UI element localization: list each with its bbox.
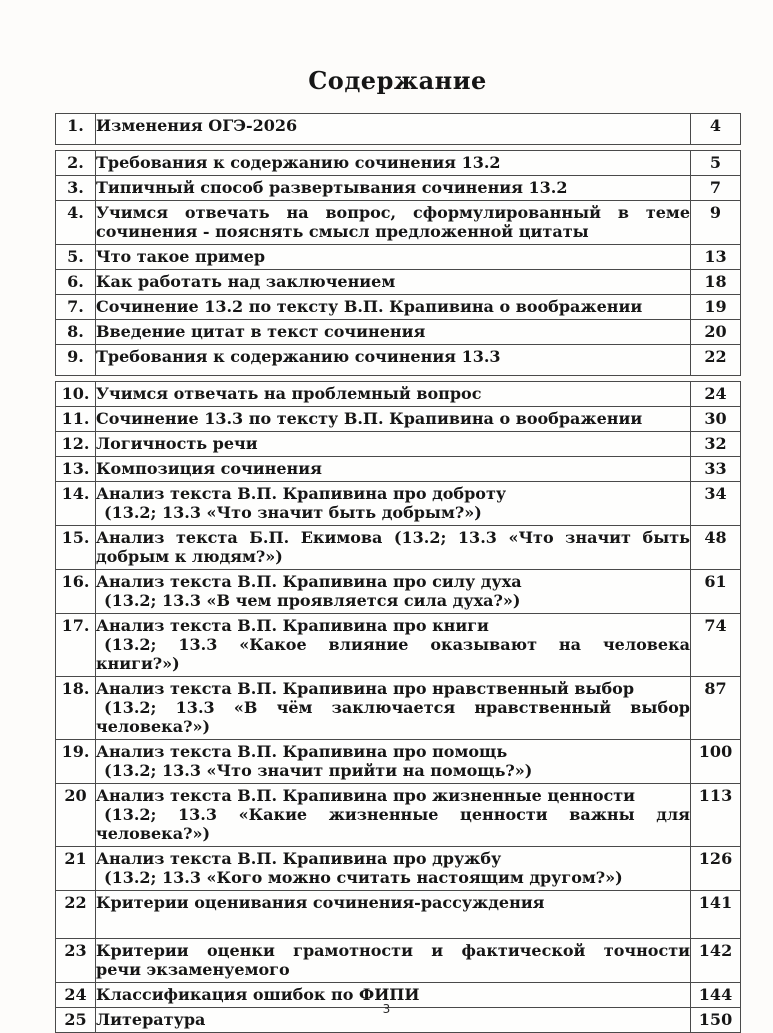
toc-row-page: 30 — [691, 407, 741, 432]
toc-row-page: 113 — [691, 784, 741, 847]
toc-title-line: Классификация ошибок по ФИПИ — [96, 985, 420, 1004]
toc-row-page: 22 — [691, 345, 741, 376]
toc-title-line: Требования к содержанию сочинения 13.2 — [96, 153, 501, 172]
toc-title-line: сочинения - пояснять смысл предложенной цитаты — [96, 222, 589, 241]
toc-title-line: (13.2; 13.3 «Кого можно считать настоящим другом?») — [104, 868, 623, 887]
toc-row-page: 141 — [691, 891, 741, 939]
toc-row-number: 2. — [56, 151, 96, 176]
toc-row — [56, 176, 741, 201]
toc-row-title — [96, 891, 691, 939]
toc-row-number: 8. — [56, 320, 96, 345]
toc-row-number: 12. — [56, 432, 96, 457]
toc-title-line: (13.2; 13.3 «Что значит быть добрым?») — [104, 503, 482, 522]
toc-row-title — [96, 847, 691, 891]
toc-title-line: Анализ текста В.П. Крапивина про нравственный выбор — [96, 679, 635, 698]
toc-row-title — [96, 432, 691, 457]
toc-row-page: 74 — [691, 614, 741, 677]
toc-row-page: 9 — [691, 201, 741, 245]
toc-row-page: 87 — [691, 677, 741, 740]
toc-row-number: 25 — [56, 1008, 96, 1033]
toc-title-line: Учимся отвечать на проблемный вопрос — [96, 384, 482, 403]
toc-title-line: Анализ текста В.П. Крапивина про помощь — [96, 742, 508, 761]
toc-title-line: Сочинение 13.2 по тексту В.П. Крапивина о воображении — [96, 297, 643, 316]
toc-title-line: Композиция сочинения — [96, 459, 322, 478]
toc-row-title — [96, 151, 691, 176]
toc-title-line: Анализ текста В.П. Крапивина про жизненные ценности — [96, 786, 636, 805]
toc-row-page: 20 — [691, 320, 741, 345]
toc-title-line: Сочинение 13.3 по тексту В.П. Крапивина о воображении — [96, 409, 643, 428]
toc-title-line: Типичный способ развертывания сочинения 13.2 — [96, 178, 568, 197]
toc-row — [56, 526, 741, 570]
toc-row-page: 33 — [691, 457, 741, 482]
toc-row — [56, 847, 741, 891]
toc-table — [55, 113, 741, 1033]
toc-row-number: 3. — [56, 176, 96, 201]
toc-row-page: 32 — [691, 432, 741, 457]
toc-row-title — [96, 784, 691, 847]
toc-row — [56, 201, 741, 245]
toc-row-number: 19. — [56, 740, 96, 784]
toc-row-title — [96, 740, 691, 784]
toc-row-number: 11. — [56, 407, 96, 432]
toc-row-number: 16. — [56, 570, 96, 614]
toc-row — [56, 570, 741, 614]
toc-row — [56, 482, 741, 526]
toc-row-title — [96, 245, 691, 270]
toc-title-line: Как работать над заключением — [96, 272, 396, 291]
toc-row — [56, 614, 741, 677]
toc-row — [56, 939, 741, 983]
toc-row — [56, 432, 741, 457]
toc-row-number: 14. — [56, 482, 96, 526]
toc-row-page: 48 — [691, 526, 741, 570]
toc-row-page: 13 — [691, 245, 741, 270]
toc-row-title — [96, 382, 691, 407]
toc-row-title — [96, 939, 691, 983]
toc-title-line: (13.2; 13.3 «Какие жизненные ценности важны для — [104, 805, 690, 824]
toc-row-title — [96, 482, 691, 526]
toc-row-page: 18 — [691, 270, 741, 295]
toc-row-title — [96, 570, 691, 614]
toc-row-title — [96, 526, 691, 570]
toc-row-page: 126 — [691, 847, 741, 891]
toc-row-number: 10. — [56, 382, 96, 407]
page-title: Содержание — [308, 66, 487, 95]
toc-row — [56, 457, 741, 482]
toc-row-page: 61 — [691, 570, 741, 614]
toc-title-line: книги?») — [96, 654, 180, 673]
toc-row-title — [96, 407, 691, 432]
toc-title-line: Анализ текста В.П. Крапивина про дружбу — [96, 849, 502, 868]
toc-row-page: 100 — [691, 740, 741, 784]
toc-row-page: 5 — [691, 151, 741, 176]
toc-title-line: (13.2; 13.3 «В чём заключается нравственный выбор — [104, 698, 690, 717]
toc-title-line: Литература — [96, 1010, 206, 1029]
toc-row-title — [96, 270, 691, 295]
toc-title-line: (13.2; 13.3 «Что значит прийти на помощь?») — [104, 761, 533, 780]
toc-title-line: Анализ текста В.П. Крапивина про доброту — [96, 484, 507, 503]
toc-row-title — [96, 457, 691, 482]
toc-row-number: 17. — [56, 614, 96, 677]
toc-row-page: 24 — [691, 382, 741, 407]
toc-title-line: Анализ текста В.П. Крапивина про книги — [96, 616, 489, 635]
toc-row-number: 4. — [56, 201, 96, 245]
toc-row-number: 18. — [56, 677, 96, 740]
toc-title-line: добрым к людям?») — [96, 547, 283, 566]
toc-title-line: Логичность речи — [96, 434, 258, 453]
toc-row — [56, 740, 741, 784]
toc-title-line: Что такое пример — [96, 247, 266, 266]
toc-row-title — [96, 320, 691, 345]
toc-row-page: 34 — [691, 482, 741, 526]
toc-title-line: человека?») — [96, 824, 211, 843]
toc-row-page: 4 — [691, 114, 741, 145]
toc-title-line: речи экзаменуемого — [96, 960, 290, 979]
toc-row-number: 6. — [56, 270, 96, 295]
toc-row-number: 22 — [56, 891, 96, 939]
toc-row-number: 24 — [56, 983, 96, 1008]
toc-row-number: 13. — [56, 457, 96, 482]
toc-row — [56, 677, 741, 740]
toc-row — [56, 382, 741, 407]
toc-row-title — [96, 614, 691, 677]
toc-row-number: 9. — [56, 345, 96, 376]
toc-row-number: 5. — [56, 245, 96, 270]
toc-row-page: 150 — [691, 1008, 741, 1033]
toc-row-number: 20 — [56, 784, 96, 847]
toc-title-line: Учимся отвечать на вопрос, сформулированный в теме — [96, 203, 690, 222]
toc-row-number: 1. — [56, 114, 96, 145]
toc-row-page: 142 — [691, 939, 741, 983]
toc-title-line: Анализ текста Б.П. Екимова (13.2; 13.3 «Что значит быть — [96, 528, 690, 547]
toc-title-line: Анализ текста В.П. Крапивина про силу духа — [96, 572, 522, 591]
toc-title-line: Требования к содержанию сочинения 13.3 — [96, 347, 501, 366]
toc-row — [56, 345, 741, 376]
toc-row — [56, 407, 741, 432]
footer-page-number: 3 — [382, 1002, 391, 1016]
toc-row — [56, 891, 741, 939]
toc-row-page: 144 — [691, 983, 741, 1008]
toc-row-title — [96, 295, 691, 320]
toc-row-number: 15. — [56, 526, 96, 570]
toc-row-title — [96, 114, 691, 145]
toc-row — [56, 295, 741, 320]
toc-row — [56, 320, 741, 345]
toc-row-title — [96, 201, 691, 245]
toc-row-page: 7 — [691, 176, 741, 201]
toc-title-line: Изменения ОГЭ-2026 — [96, 116, 298, 135]
toc-row-title — [96, 677, 691, 740]
toc-row — [56, 245, 741, 270]
toc-row-number: 7. — [56, 295, 96, 320]
toc-title-line: человека?») — [96, 717, 211, 736]
toc-row — [56, 270, 741, 295]
toc-title-line: Введение цитат в текст сочинения — [96, 322, 426, 341]
toc-row — [56, 784, 741, 847]
toc-row-title — [96, 345, 691, 376]
toc-row-number: 23 — [56, 939, 96, 983]
toc-title-line: (13.2; 13.3 «Какое влияние оказывают на человека — [104, 635, 690, 654]
toc-title-line: Критерии оценивания сочинения-рассуждения — [96, 893, 545, 912]
toc-title-line: Критерии оценки грамотности и фактической точности — [96, 941, 690, 960]
toc-row — [56, 151, 741, 176]
toc-row-number: 21 — [56, 847, 96, 891]
toc-row-page: 19 — [691, 295, 741, 320]
toc-row — [56, 114, 741, 145]
toc-title-line: (13.2; 13.3 «В чем проявляется сила духа?») — [104, 591, 521, 610]
toc-row-title — [96, 176, 691, 201]
